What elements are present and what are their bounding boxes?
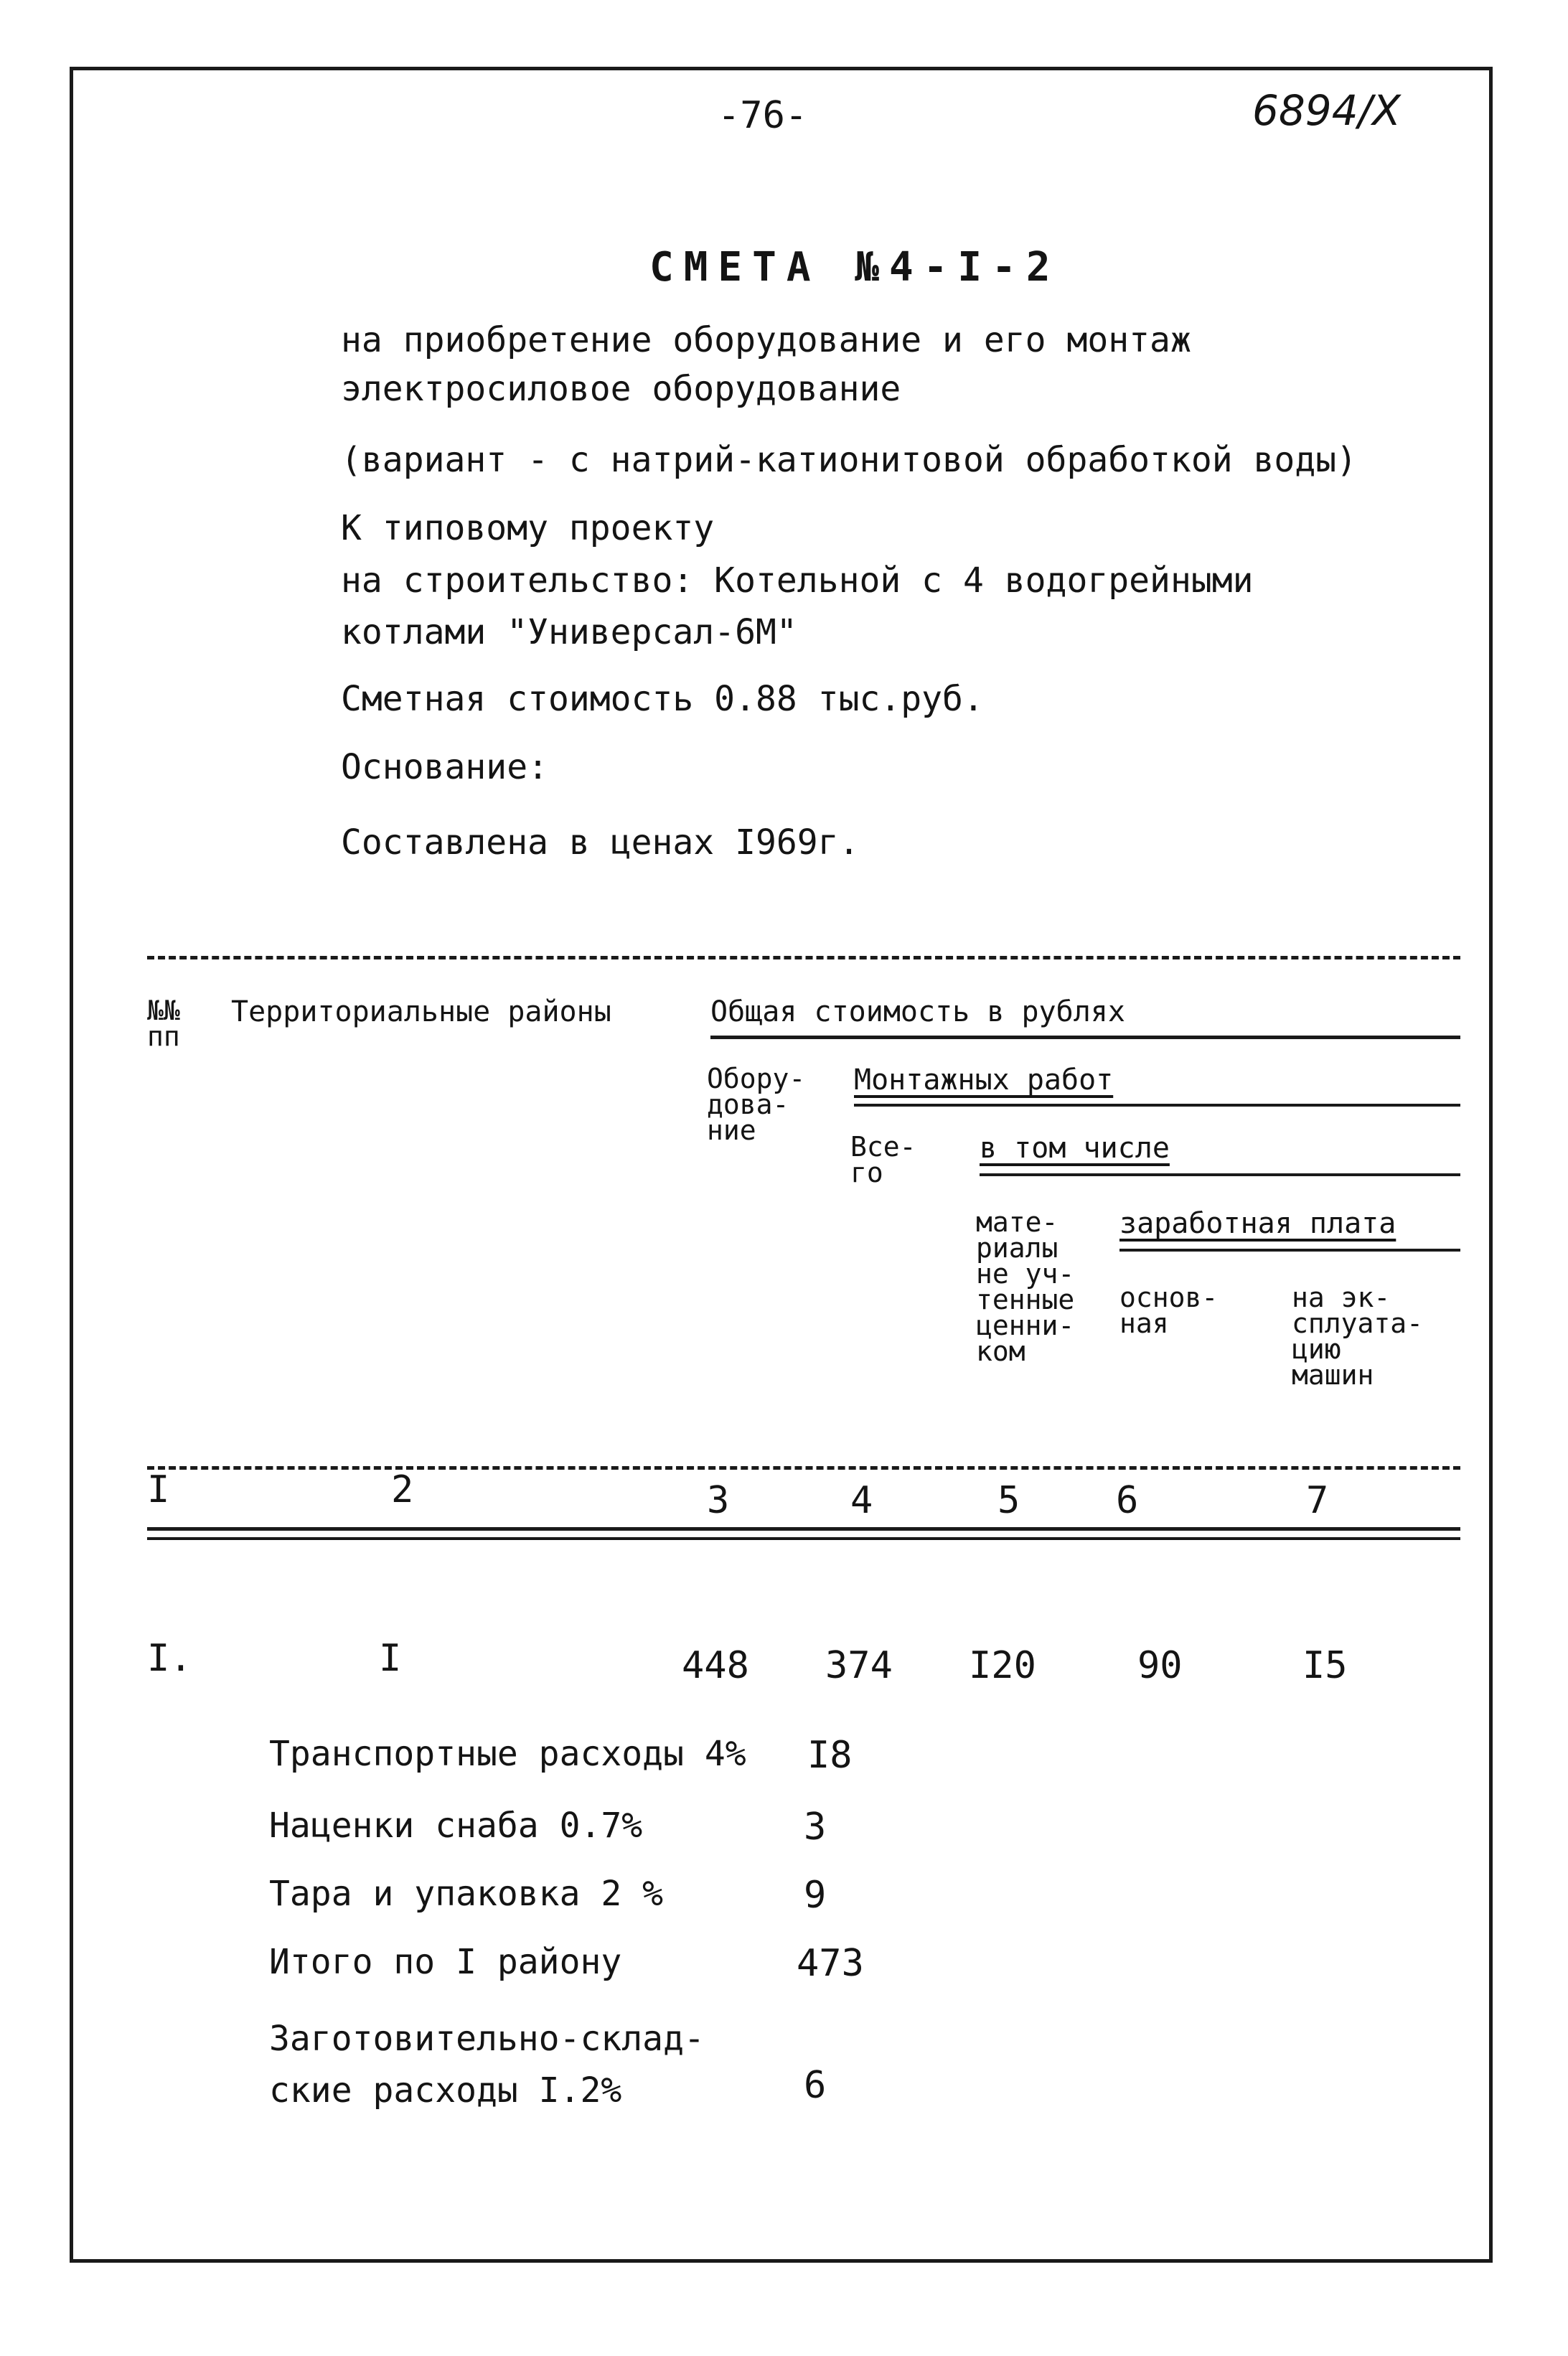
estimated-cost: Сметная стоимость 0.88 тыс.руб. (341, 679, 984, 719)
extra-value-packaging: 9 (804, 1874, 827, 1917)
column-numbers-bottom-rule (147, 1527, 1460, 1531)
prices-note: Составлена в ценах I969г. (341, 822, 860, 863)
col-number: 7 (1306, 1479, 1329, 1522)
table-row-equipment: 448 (682, 1644, 749, 1687)
col-number: I (147, 1468, 170, 1511)
extra-label-packaging: Тара и упаковка 2 % (269, 1874, 664, 1914)
table-row-materials: I20 (969, 1644, 1036, 1687)
extra-label-supply-markup: Наценки снаба 0.7% (269, 1806, 643, 1846)
extra-label-procurement: Заготовительно-склад- ские расходы I.2% (269, 2019, 705, 2111)
basis-label: Основание: (341, 747, 548, 787)
rule-including (980, 1173, 1460, 1176)
table-row-total: 374 (825, 1644, 893, 1687)
heading-line-5: на строительство: Котельной с 4 водогрейными (341, 560, 1254, 601)
column-numbers-top-rule (147, 1466, 1460, 1470)
rule-salary (1119, 1249, 1460, 1252)
col-header-regions: Территориальные районы (231, 995, 611, 1028)
col-header-basic: основ- ная (1119, 1282, 1219, 1340)
col-header-mounting: Монтажных работ (854, 1064, 1114, 1097)
col-header-salary: заработная плата (1119, 1207, 1396, 1240)
extra-value-transport: I8 (807, 1734, 853, 1777)
table-row-basic-salary: 90 (1137, 1644, 1183, 1687)
estimate-title: СМЕТА №4-I-2 (649, 244, 1061, 291)
heading-line-1: на приобретение оборудование и его монтаж (341, 320, 1191, 360)
table-row-machines: I5 (1302, 1644, 1348, 1687)
col-number: 4 (850, 1479, 873, 1522)
col-header-machines: на эк- сплуата- цию машин (1292, 1282, 1424, 1391)
extra-value-procurement: 6 (804, 2064, 827, 2107)
col-number: 5 (997, 1479, 1020, 1522)
extra-label-transport: Транспортные расходы 4% (269, 1734, 746, 1774)
table-top-rule (147, 956, 1460, 959)
rule-mounting (854, 1104, 1460, 1107)
heading-line-3: (вариант - с натрий-катионитовой обработкой воды) (341, 440, 1358, 480)
extra-label-region-total: Итого по I району (269, 1942, 622, 1982)
heading-line-2: электросиловое оборудование (341, 369, 901, 409)
column-numbers-double-rule (147, 1537, 1460, 1540)
col-number: 6 (1116, 1479, 1139, 1522)
table-row-region: I (379, 1637, 402, 1680)
extra-value-supply-markup: 3 (804, 1806, 827, 1849)
col-number: 2 (391, 1468, 414, 1511)
heading-line-4: К типовому проекту (341, 508, 715, 548)
col-header-number: №№ пп (147, 995, 180, 1053)
rule-total-cost (710, 1036, 1460, 1039)
col-header-total-cost: Общая стоимость в рублях (710, 995, 1125, 1028)
table-row-number: I. (147, 1637, 192, 1680)
col-header-equipment: Обору- дова- ние (707, 1063, 806, 1147)
page-number: -76- (718, 94, 808, 137)
document-code: 6894/X (1252, 86, 1401, 135)
col-header-including: в том числе (980, 1132, 1170, 1165)
col-header-materials: мате- риалы не уч- тенные ценни- ком (976, 1206, 1075, 1368)
extra-value-region-total: 473 (797, 1942, 864, 1985)
col-header-all: Все- го (850, 1131, 916, 1189)
col-number: 3 (707, 1479, 730, 1522)
heading-line-6: котлами "Универсал-6М" (341, 612, 797, 652)
